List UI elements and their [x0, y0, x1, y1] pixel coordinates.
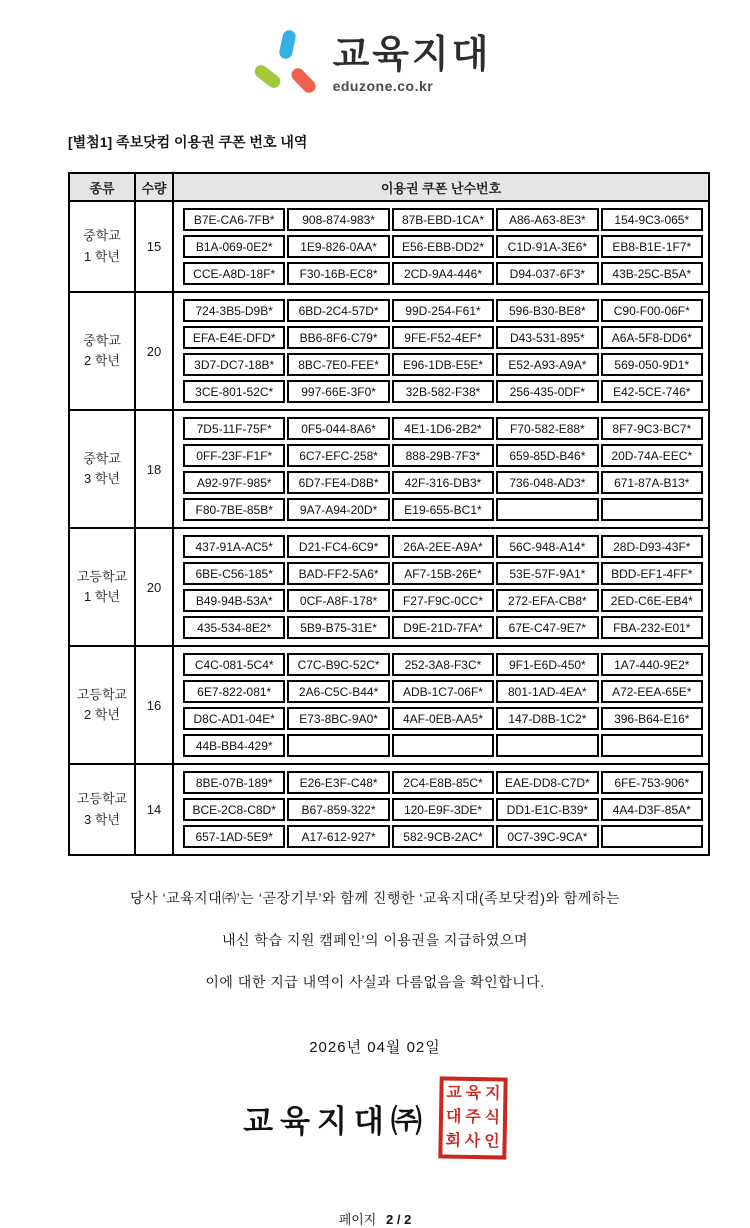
coupon-code-cell: 801-1AD-4EA* [496, 680, 598, 703]
coupon-code-cell: 42F-316-DB3* [392, 471, 494, 494]
coupon-code-cell: 2ED-C6E-EB4* [601, 589, 703, 612]
coupon-code-cell: BDD-EF1-4FF* [601, 562, 703, 585]
coupon-code-cell: 6C7-EFC-258* [287, 444, 389, 467]
coupon-code-cell: 671-87A-B13* [601, 471, 703, 494]
company-name: 교육지대㈜ [243, 1103, 429, 1139]
company-seal-stamp-icon [438, 1076, 507, 1159]
brand-name: 교육지대 [332, 34, 492, 76]
coupon-code-cell: 9F1-E6D-450* [496, 653, 598, 676]
coupon-code-cell: FBA-232-E01* [601, 616, 703, 639]
coupon-code-cell: E42-5CE-746* [601, 380, 703, 403]
coupon-code-cell-empty [601, 498, 703, 521]
coupon-code-cell: 87B-EBD-1CA* [392, 208, 494, 231]
coupon-code-cell: BCE-2C8-C8D* [183, 798, 285, 821]
coupon-code-cell: 997-66E-3F0* [287, 380, 389, 403]
issue-date: 2026년 04월 02일 [309, 1039, 441, 1056]
coupon-code-cell: 6E7-822-081* [183, 680, 285, 703]
coupon-code-cell: 26A-2EE-A9A* [392, 535, 494, 558]
coupon-code-cell: A86-A63-8E3* [496, 208, 598, 231]
seal-char: 주 [465, 1108, 481, 1127]
coupon-code-cell: D8C-AD1-04E* [183, 707, 285, 730]
grade-type-cell: 고등학교 3 학년 [69, 764, 135, 855]
coupon-code-cell: 582-9CB-2AC* [392, 825, 494, 848]
seal-char: 교 [446, 1084, 462, 1102]
coupon-code-cell: 53E-57F-9A1* [496, 562, 598, 585]
coupon-code-cell: CCE-A8D-18F* [183, 262, 285, 285]
coupon-code-cell: E96-1DB-E5E* [392, 353, 494, 376]
grade-type-cell: 중학교 3 학년 [69, 410, 135, 528]
coupon-code-cell: DD1-E1C-B39* [496, 798, 598, 821]
coupon-code-cell: 43B-25C-B5A* [601, 262, 703, 285]
coupon-code-cell: E52-A93-A9A* [496, 353, 598, 376]
confirmation-statement [0, 888, 750, 992]
coupon-code-cell: 9FE-F52-4EF* [392, 326, 494, 349]
coupon-code-cell: F30-16B-EC8* [287, 262, 389, 285]
coupon-code-cell: 888-29B-7F3* [392, 444, 494, 467]
coupon-code-cell: 437-91A-AC5* [183, 535, 285, 558]
coupon-code-cell: E19-655-BC1* [392, 498, 494, 521]
coupon-code-cell: A72-EEA-65E* [601, 680, 703, 703]
coupon-code-cell: F70-582-E88* [496, 417, 598, 440]
coupon-code-cell: B49-94B-53A* [183, 589, 285, 612]
coupon-code-cell-empty [392, 734, 494, 757]
coupon-code-cell: 8F7-9C3-BC7* [601, 417, 703, 440]
coupon-code-cell: 154-9C3-065* [601, 208, 703, 231]
coupon-code-cell-empty [287, 734, 389, 757]
table-header-row [69, 173, 709, 201]
signature-block [0, 1077, 750, 1159]
coupon-code-cell: BB6-8F6-C79* [287, 326, 389, 349]
coupon-code-cell: 4AF-0EB-AA5* [392, 707, 494, 730]
coupon-code-cell: 4A4-D3F-85A* [601, 798, 703, 821]
coupon-code-cell: 44B-BB4-429* [183, 734, 285, 757]
coupon-code-cell: A92-97F-985* [183, 471, 285, 494]
page-number [0, 1209, 750, 1228]
coupon-table [68, 172, 710, 856]
coupon-code-cell: 6D7-FE4-D8B* [287, 471, 389, 494]
seal-char: 대 [445, 1108, 462, 1126]
coupon-code-cell: 99D-254-F61* [392, 299, 494, 322]
table-row [69, 410, 709, 528]
coupon-codes-area [173, 764, 709, 855]
coupon-code-cell: E73-8BC-9A0* [287, 707, 389, 730]
seal-char: 인 [483, 1133, 500, 1151]
quantity-cell: 18 [135, 410, 173, 528]
coupon-code-cell: B7E-CA6-7FB* [183, 208, 285, 231]
coupon-code-cell: AF7-15B-26E* [392, 562, 494, 585]
coupon-code-cell: F80-7BE-85B* [183, 498, 285, 521]
coupon-code-cell: D21-FC4-6C9* [287, 535, 389, 558]
coupon-code-cell: 435-534-8E2* [183, 616, 285, 639]
coupon-code-cell: 2CD-9A4-446* [392, 262, 494, 285]
coupon-code-cell: EB8-B1E-1F7* [601, 235, 703, 258]
coupon-code-cell: 67E-C47-9E7* [496, 616, 598, 639]
coupon-code-cell: 6BD-2C4-57D* [287, 299, 389, 322]
table-row [69, 764, 709, 855]
table-row [69, 528, 709, 646]
statement-line-3: 이에 대한 지급 내역이 사실과 다름없음을 확인합니다. [205, 974, 545, 990]
coupon-code-cell: 252-3A8-F3C* [392, 653, 494, 676]
seal-char: 회 [445, 1132, 462, 1150]
coupon-code-cell-empty [601, 734, 703, 757]
coupon-code-cell: 1A7-440-9E2* [601, 653, 703, 676]
quantity-cell: 15 [135, 201, 173, 292]
grade-type-cell: 고등학교 2 학년 [69, 646, 135, 764]
coupon-code-cell: 256-435-0DF* [496, 380, 598, 403]
coupon-code-cell: 4E1-1D6-2B2* [392, 417, 494, 440]
coupon-code-cell: 56C-948-A14* [496, 535, 598, 558]
coupon-codes-area [173, 646, 709, 764]
header-qty: 수량 [135, 173, 173, 201]
coupon-code-cell: 0CF-A8F-178* [287, 589, 389, 612]
page-number-label: 페이지 [338, 1212, 377, 1227]
coupon-codes-area [173, 410, 709, 528]
coupon-code-cell: 9A7-A94-20D* [287, 498, 389, 521]
coupon-code-cell: 6BE-C56-185* [183, 562, 285, 585]
statement-line-1: 당사 ‘교육지대㈜’는 ‘곧장기부’와 함께 진행한 ‘교육지대(족보닷컴)와 함께하는 [130, 890, 620, 906]
grade-type-cell: 중학교 2 학년 [69, 292, 135, 410]
coupon-code-cell-empty [601, 825, 703, 848]
table-row [69, 201, 709, 292]
coupon-code-cell: 8BC-7E0-FEE* [287, 353, 389, 376]
coupon-codes-area [173, 528, 709, 646]
coupon-code-cell: 0F5-044-8A6* [287, 417, 389, 440]
coupon-code-cell: 5B9-B75-31E* [287, 616, 389, 639]
document-title: [별첨1] 족보닷컴 이용권 쿠폰 번호 내역 [68, 134, 308, 150]
coupon-code-cell: 20D-74A-EEC* [601, 444, 703, 467]
seal-char: 사 [464, 1132, 481, 1151]
coupon-code-cell: 659-85D-B46* [496, 444, 598, 467]
coupon-code-cell: EAE-DD8-C7D* [496, 771, 598, 794]
coupon-code-cell: 2A6-C5C-B44* [287, 680, 389, 703]
coupon-code-cell: 3CE-801-52C* [183, 380, 285, 403]
coupon-code-cell: 2C4-E8B-85C* [392, 771, 494, 794]
coupon-code-cell: D94-037-6F3* [496, 262, 598, 285]
coupon-code-cell: 0FF-23F-F1F* [183, 444, 285, 467]
coupon-code-cell: 7D5-11F-75F* [183, 417, 285, 440]
table-row [69, 646, 709, 764]
coupon-code-cell: C7C-B9C-52C* [287, 653, 389, 676]
coupon-code-cell-empty [496, 498, 598, 521]
quantity-cell: 20 [135, 528, 173, 646]
coupon-code-cell: 6FE-753-906* [601, 771, 703, 794]
quantity-cell: 20 [135, 292, 173, 410]
coupon-code-cell: E26-E3F-C48* [287, 771, 389, 794]
header-type: 종류 [69, 173, 135, 201]
seal-char: 육 [465, 1084, 482, 1103]
quantity-cell: 14 [135, 764, 173, 855]
logo-pill-orange-icon [288, 66, 317, 96]
coupon-code-cell: BAD-FF2-5A6* [287, 562, 389, 585]
coupon-code-cell: C1D-91A-3E6* [496, 235, 598, 258]
coupon-code-cell: B1A-069-0E2* [183, 235, 285, 258]
coupon-code-cell: 272-EFA-CB8* [496, 589, 598, 612]
coupon-code-cell: B67-859-322* [287, 798, 389, 821]
logo [0, 0, 750, 98]
coupon-code-cell: 8BE-07B-189* [183, 771, 285, 794]
coupon-code-cell: EFA-E4E-DFD* [183, 326, 285, 349]
table-row [69, 292, 709, 410]
coupon-code-cell: A17-612-927* [287, 825, 389, 848]
quantity-cell: 16 [135, 646, 173, 764]
seal-char: 지 [484, 1085, 501, 1103]
coupon-code-cell-empty [496, 734, 598, 757]
grade-type-cell: 중학교 1 학년 [69, 201, 135, 292]
header-coupons: 이용권 쿠폰 난수번호 [173, 173, 709, 201]
logo-pill-blue-icon [278, 29, 297, 60]
coupon-codes-area [173, 292, 709, 410]
coupon-code-cell: 28D-D93-43F* [601, 535, 703, 558]
coupon-code-cell: 596-B30-BE8* [496, 299, 598, 322]
coupon-code-cell: E56-EBB-DD2* [392, 235, 494, 258]
page-number-value: 2 / 2 [386, 1212, 412, 1227]
coupon-code-cell: 736-048-AD3* [496, 471, 598, 494]
coupon-code-cell: C90-F00-06F* [601, 299, 703, 322]
coupon-code-cell: D43-531-895* [496, 326, 598, 349]
coupon-code-cell: C4C-081-5C4* [183, 653, 285, 676]
coupon-code-cell: A6A-5F8-DD6* [601, 326, 703, 349]
coupon-code-cell: 569-050-9D1* [601, 353, 703, 376]
coupon-code-cell: 1E9-826-0AA* [287, 235, 389, 258]
coupon-code-cell: F27-F9C-0CC* [392, 589, 494, 612]
coupon-code-cell: 908-874-983* [287, 208, 389, 231]
coupon-code-cell: D9E-21D-7FA* [392, 616, 494, 639]
logo-pills-icon [259, 30, 325, 98]
coupon-code-cell: ADB-1C7-06F* [392, 680, 494, 703]
coupon-codes-area [173, 201, 709, 292]
grade-type-cell: 고등학교 1 학년 [69, 528, 135, 646]
coupon-code-cell: 3D7-DC7-18B* [183, 353, 285, 376]
coupon-code-cell: 396-B64-E16* [601, 707, 703, 730]
coupon-code-cell: 0C7-39C-9CA* [496, 825, 598, 848]
logo-pill-green-icon [252, 62, 283, 90]
statement-line-2: 내신 학습 지원 캠페인’의 이용권을 지급하였으며 [221, 932, 529, 948]
coupon-code-cell: 657-1AD-5E9* [183, 825, 285, 848]
coupon-code-cell: 32B-582-F38* [392, 380, 494, 403]
brand-domain: eduzone.co.kr [332, 77, 434, 94]
coupon-code-cell: 724-3B5-D9B* [183, 299, 285, 322]
coupon-code-cell: 120-E9F-3DE* [392, 798, 494, 821]
seal-char: 식 [484, 1109, 501, 1127]
coupon-code-cell: 147-D8B-1C2* [496, 707, 598, 730]
